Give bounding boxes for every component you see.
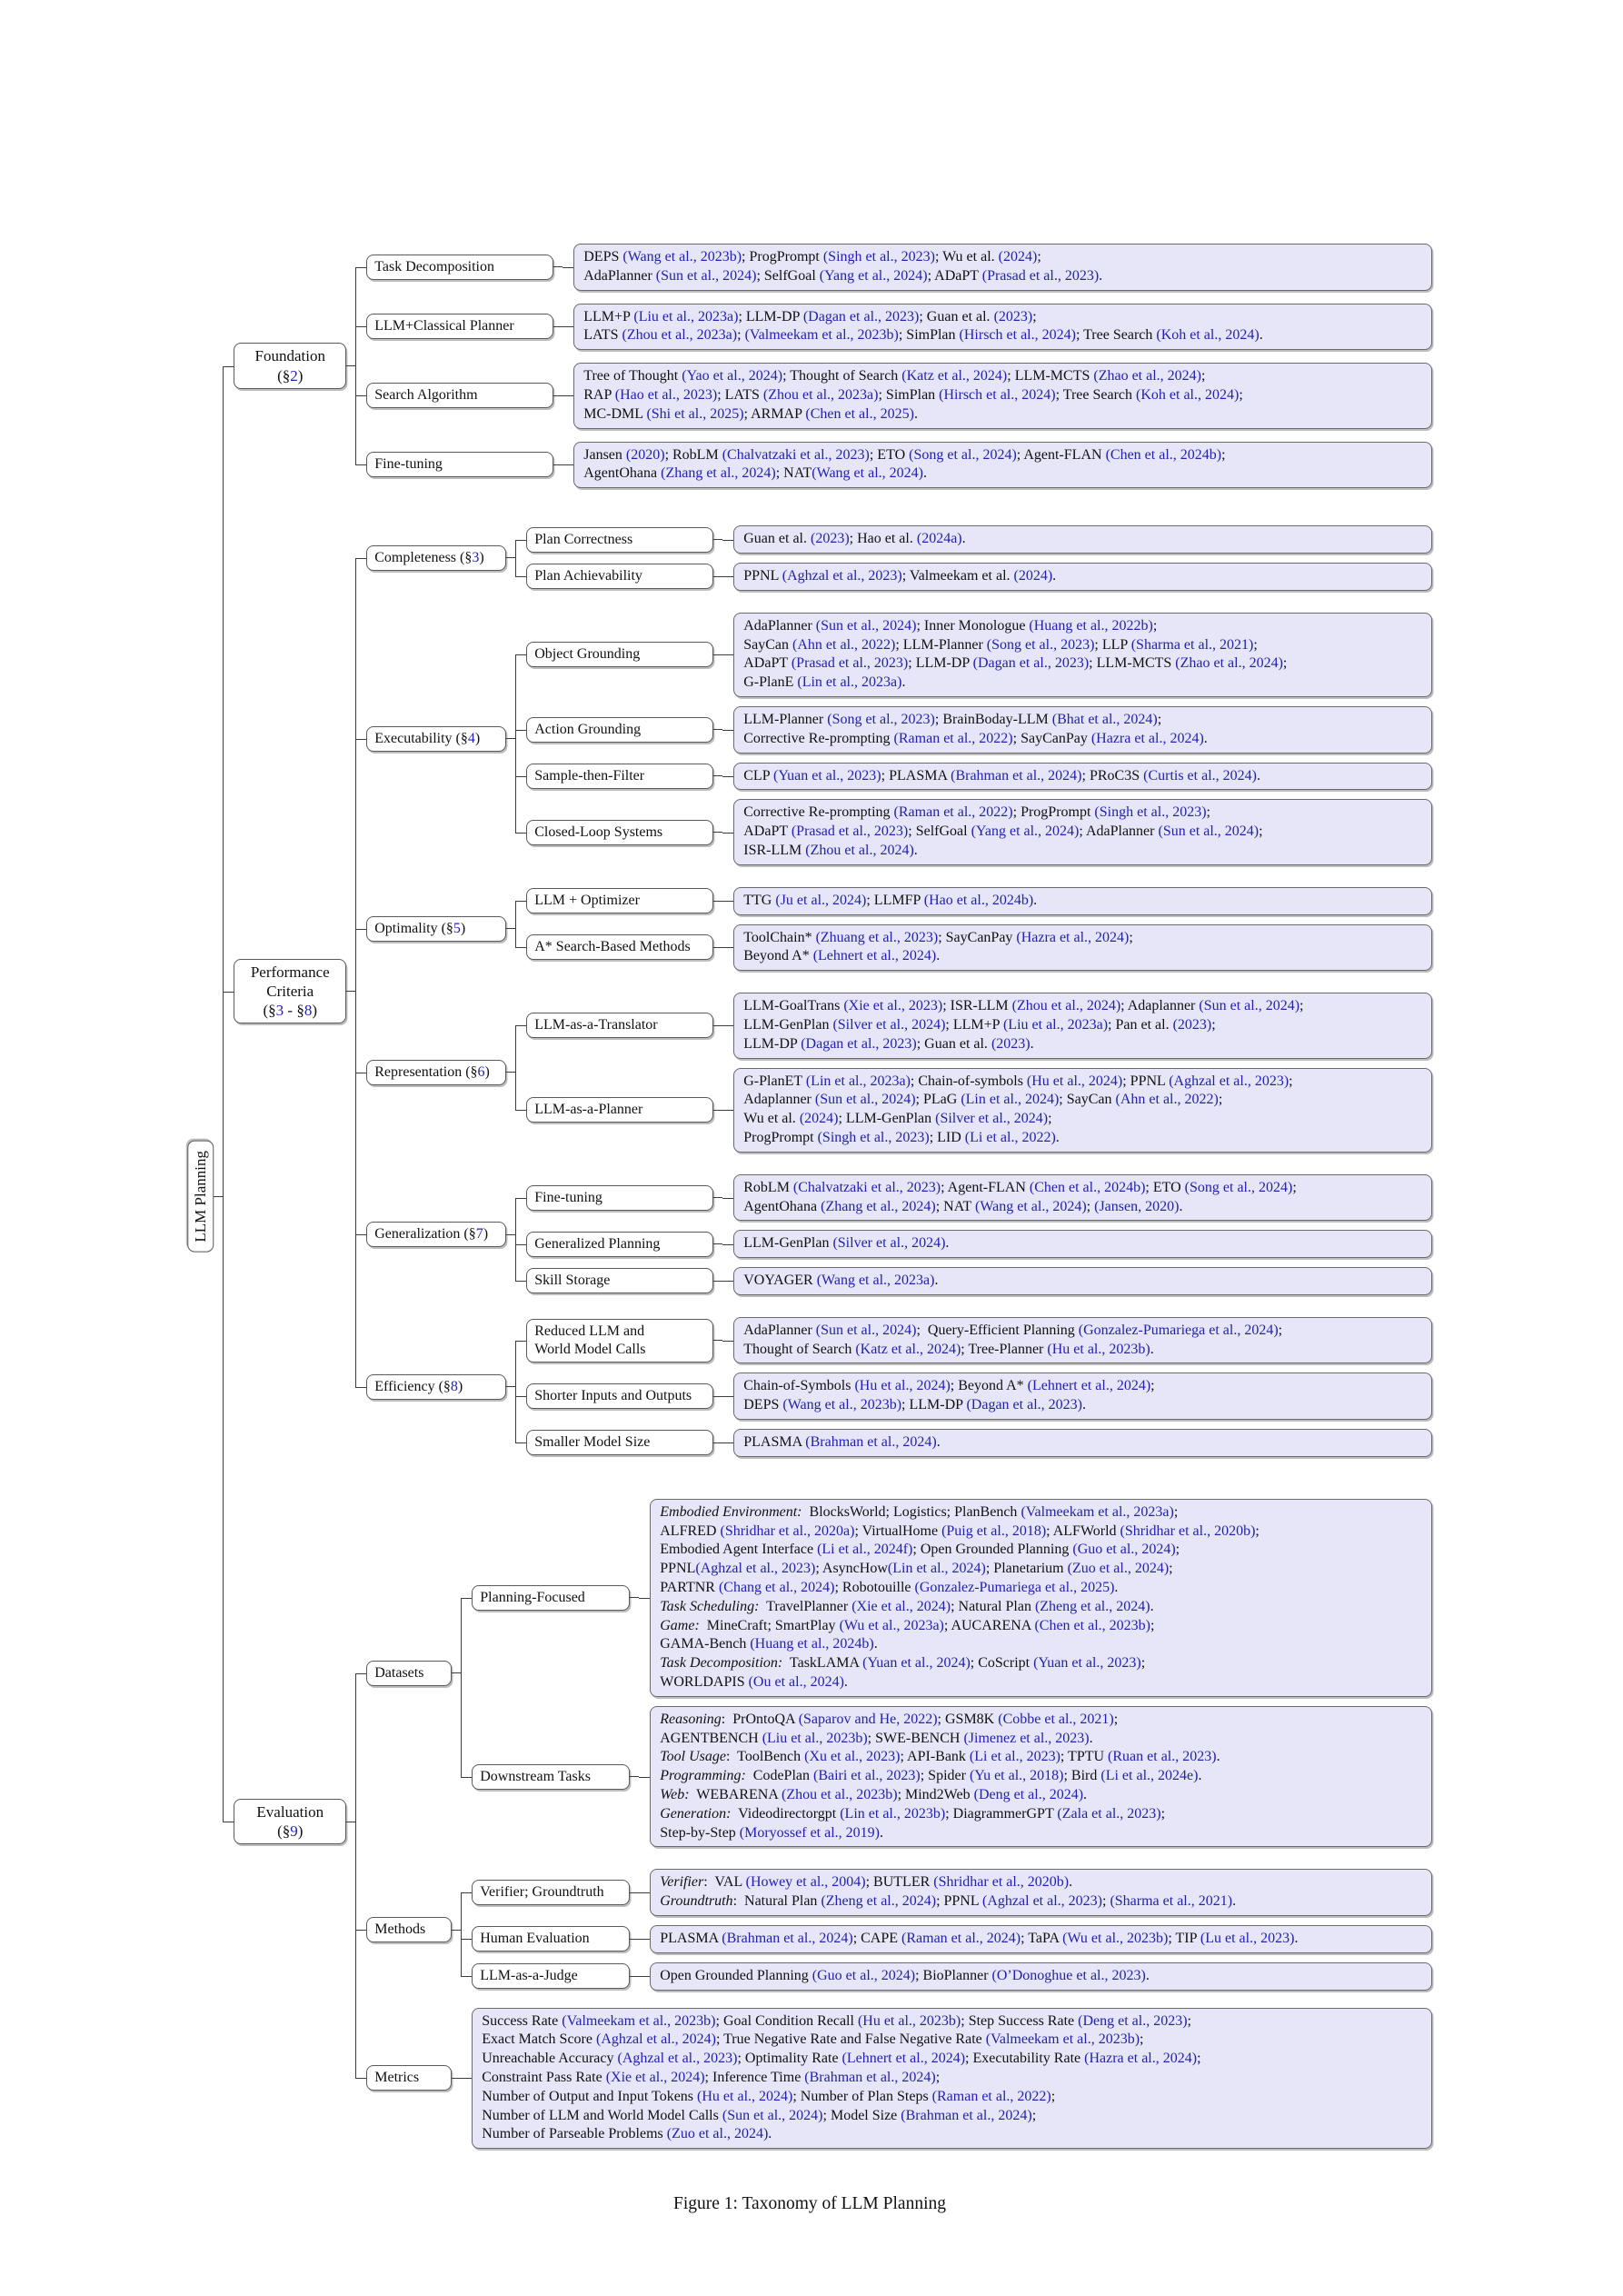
top-level-groups (223, 227, 1432, 2165)
citation-line: Number of LLM and World Model Calls (Sun et al., 2024); Model Size (Brahman et al., 2024); (482, 2107, 1037, 2123)
tree-branch (223, 1478, 1432, 2165)
citation-line: SayCan (Ahn et al., 2022); LLM-Planner (Song et al., 2023); LLP (Sharma et al., 2021); (743, 636, 1258, 653)
node-representation: Representation (§6) (366, 1060, 506, 1085)
citation-line: ProgPrompt (Singh et al., 2023); LID (Li et al., 2022). (743, 1129, 1060, 1145)
leaf-skill-storage (733, 1267, 1432, 1295)
connector (452, 1672, 461, 1673)
node-smaller-model-size: Smaller Model Size (526, 1430, 713, 1455)
connector (630, 1976, 639, 1977)
citation-line: Game: MineCraft; SmartPlay (Wu et al., 2023a); AUCARENA (Chen et al., 2023b); (660, 1617, 1155, 1633)
citation-line: DEPS (Wang et al., 2023b); LLM-DP (Dagan et al., 2023). (743, 1397, 1086, 1413)
leaf-generalized-planning (733, 1230, 1432, 1258)
connector (506, 1234, 515, 1235)
tree-branch (355, 1306, 1432, 1468)
citation-line: GAMA-Bench (Huang et al., 2024b). (660, 1636, 878, 1652)
connector (630, 1776, 639, 1777)
node-datasets: Datasets (366, 1661, 452, 1686)
citation-line: DEPS (Wang et al., 2023b); ProgPrompt (Singh et al., 2023); Wu et al. (2024); (583, 249, 1041, 265)
citation-line: Reasoning: PrOntoQA (Saparov and He, 2022); GSM8K (Cobbe et al., 2021); (660, 1711, 1119, 1727)
citation-line: Exact Match Score (Aghzal et al., 2024); True Negative Rate and False Negative Rate (Valmeekam et al., 2023b); (482, 2031, 1144, 2048)
citation-line: Chain-of-Symbols (Hu et al., 2024); Beyond A* (Lehnert et al., 2024); (743, 1378, 1155, 1394)
citation-line: ToolChain* (Zhuang et al., 2023); SayCanPay (Hazra et al., 2024); (743, 929, 1133, 945)
node-executability: Executability (§4) (366, 726, 506, 752)
node-planning-focused: Planning-Focused (472, 1585, 630, 1611)
tree-root-branch (187, 227, 1432, 2165)
citation-line: CLP (Yuan et al., 2023); PLASMA (Brahman et al., 2024); PRoC3S (Curtis et al., 2024). (743, 767, 1260, 784)
citation-line: Task Decomposition: TaskLAMA (Yuan et al., 2024); CoScript (Yuan et al., 2023); (660, 1655, 1146, 1672)
tree-branch (355, 356, 1432, 434)
branch-executability (366, 608, 1432, 870)
connector (346, 365, 355, 366)
connector (553, 266, 563, 267)
taxonomy-figure (187, 227, 1432, 2165)
leaf-action-grounding (733, 706, 1432, 754)
connector (346, 991, 355, 992)
leaf-a-star-search (733, 924, 1432, 972)
leaf-human-evaluation (650, 1925, 1432, 1953)
leaf-plan-correctness (733, 525, 1432, 554)
tree-branch (355, 1858, 1432, 2001)
connector (506, 1072, 515, 1073)
performance-sections (355, 514, 1432, 1468)
citation-line: ALFRED (Shridhar et al., 2020a); VirtualHome (Puig et al., 2018); ALFWorld (Shridhar et al., 2020b); (660, 1522, 1260, 1539)
node-generalized-planning: Generalized Planning (526, 1232, 713, 1257)
branch-evaluation (234, 1488, 1432, 2155)
citation-line: VOYAGER (Wang et al., 2023a). (743, 1273, 939, 1289)
leaf-closed-loop-systems (733, 799, 1432, 864)
citation-line: Guan et al. (2023); Hao et al. (2024a). (743, 531, 966, 547)
citation-line: Verifier: VAL (Howey et al., 2004); BUTLER (Shridhar et al., 2020b). (660, 1874, 1073, 1891)
node-shorter-inputs-outputs: Shorter Inputs and Outputs (526, 1383, 713, 1409)
citation-line: LLM-DP (Dagan et al., 2023); Guan et al. (2023). (743, 1035, 1034, 1052)
branch-methods (366, 1864, 1432, 1994)
connector (506, 1386, 515, 1387)
citation-line: AgentOhana (Zhang et al., 2024); NAT (Wang et al., 2024); (Jansen, 2020). (743, 1198, 1183, 1214)
node-llm-as-a-judge: LLM-as-a-Judge (472, 1963, 630, 1989)
citation-line: AGENTBENCH (Liu et al., 2023b); SWE-BENCH (Jimenez et al., 2023). (660, 1730, 1093, 1746)
citation-line: Step-by-Step (Moryossef et al., 2019). (660, 1824, 883, 1841)
leaf-reduced-llm-world-model-calls (733, 1317, 1432, 1364)
leaf-smaller-model-size (733, 1429, 1432, 1457)
connector (713, 1281, 722, 1282)
citation-line: Constraint Pass Rate (Xie et al., 2024); Inference Time (Brahman et al., 2024); (482, 2070, 941, 2085)
tree-branch (355, 514, 1432, 602)
leaf-shorter-inputs-outputs (733, 1373, 1432, 1420)
node-performance-criteria: Performance Criteria (§3 - §8) (234, 959, 346, 1024)
leaf-object-grounding (733, 613, 1432, 697)
connector (713, 1396, 722, 1397)
citation-line: Embodied Agent Interface (Li et al., 2024f); Open Grounded Planning (Guo et al., 2024); (660, 1542, 1180, 1558)
node-optimality: Optimality (§5) (366, 916, 506, 942)
leaf-fine-tuning-generalization (733, 1174, 1432, 1222)
tree-branch (355, 982, 1432, 1163)
leaf-sample-then-filter (733, 763, 1432, 791)
tree-branch (223, 227, 1432, 504)
branch-foundation (234, 237, 1432, 494)
tree-branch (355, 1163, 1432, 1306)
citation-line: Success Rate (Valmeekam et al., 2023b); Goal Condition Recall (Hu et al., 2023b); Step Success Rate (Deng et al., 2023); (482, 2012, 1191, 2029)
citation-line: RAP (Hao et al., 2023); LATS (Zhou et al., 2023a); SimPlan (Hirsch et al., 2024); Tree Search (Koh et al., 2024); (583, 386, 1243, 403)
citation-line: PPNL(Aghzal et al., 2023); AsyncHow(Lin et al., 2024); Planetarium (Zuo et al., 2024); (660, 1561, 1173, 1577)
branch-optimality (366, 883, 1432, 975)
connector (506, 557, 515, 558)
node-human-evaluation: Human Evaluation (472, 1926, 630, 1952)
connector (214, 1196, 223, 1197)
citation-line: Generation: Videodirectorgpt (Lin et al., 2023b); DiagrammerGPT (Zala et al., 2023); (660, 1805, 1166, 1822)
tree-branch (355, 2002, 1432, 2156)
node-downstream-tasks: Downstream Tasks (472, 1764, 630, 1790)
node-llm-classical-planner: LLM+Classical Planner (366, 314, 553, 339)
tree-branch (223, 504, 1432, 1478)
branch-generalization (366, 1170, 1432, 1300)
node-closed-loop-systems: Closed-Loop Systems (526, 820, 713, 845)
leaf-search-algorithm (573, 363, 1432, 428)
citation-line: LLM-GoalTrans (Xie et al., 2023); ISR-LLM (Zhou et al., 2024); Adaplanner (Sun et al., 2024); (743, 998, 1304, 1014)
leaf-llm-as-a-planner (733, 1068, 1432, 1153)
node-generalization: Generalization (§7) (366, 1222, 506, 1247)
citation-line: AdaPlanner (Sun et al., 2024); SelfGoal (Yang et al., 2024); ADaPT (Prasad et al., 2023). (583, 267, 1103, 284)
connector (553, 464, 563, 465)
citation-line: PARTNR (Chang et al., 2024); Robotouille (Gonzalez-Pumariega et al., 2025). (660, 1580, 1119, 1596)
connector (713, 947, 722, 948)
citation-line: Tree of Thought (Yao et al., 2024); Thought of Search (Katz et al., 2024); LLM-MCTS (Zhao et al., 2024); (583, 368, 1206, 384)
node-fine-tuning-generalization: Fine-tuning (526, 1185, 713, 1211)
citation-line: PLASMA (Brahman et al., 2024); CAPE (Raman et al., 2024); TaPA (Wu et al., 2023b); TIP (Lu et al., 2023). (660, 1931, 1299, 1947)
node-methods: Methods (366, 1917, 452, 1942)
citation-line: TTG (Ju et al., 2024); LLMFP (Hao et al., 2024b). (743, 892, 1038, 908)
tree-branch (355, 876, 1432, 982)
branch-datasets (366, 1494, 1432, 1852)
node-efficiency: Efficiency (§8) (366, 1374, 506, 1400)
citation-line: LATS (Zhou et al., 2023a); (Valmeekam et al., 2023b); SimPlan (Hirsch et al., 2024); Tree Search (Koh et al., 2024). (583, 327, 1263, 344)
citation-line: PLASMA (Brahman et al., 2024). (743, 1434, 941, 1451)
node-evaluation: Evaluation (§9) (234, 1799, 346, 1845)
node-a-star-search: A* Search-Based Methods (526, 934, 713, 960)
connector (713, 775, 722, 776)
connector (713, 1110, 722, 1111)
leaf-metrics (472, 2008, 1432, 2150)
citation-line: Number of Parseable Problems (Zuo et al., 2024). (482, 2126, 772, 2142)
citation-line: PPNL (Aghzal et al., 2023); Valmeekam et al. (2024). (743, 567, 1057, 584)
connector (553, 326, 563, 327)
connector (553, 395, 563, 396)
citation-line: LLM-GenPlan (Silver et al., 2024); LLM+P (Liu et al., 2023a); Pan et al. (2023); (743, 1016, 1216, 1033)
connector (452, 1930, 461, 1931)
connector (452, 2078, 461, 2079)
connector (713, 1340, 722, 1341)
node-object-grounding: Object Grounding (526, 642, 713, 667)
node-metrics: Metrics (366, 2065, 452, 2091)
citation-line: AdaPlanner (Sun et al., 2024); Query-Efficient Planning (Gonzalez-Pumariega et al., 2024); (743, 1322, 1283, 1338)
branch-completeness (366, 521, 1432, 595)
leaf-task-decomposition (573, 244, 1432, 291)
citation-line: ADaPT (Prasad et al., 2023); LLM-DP (Dagan et al., 2023); LLM-MCTS (Zhao et al., 2024); (743, 655, 1288, 672)
evaluation-children (355, 1488, 1432, 2155)
citation-line: RobLM (Chalvatzaki et al., 2023); Agent-FLAN (Chen et al., 2024b); ETO (Song et al., 2024); (743, 1179, 1297, 1195)
connector (506, 928, 515, 929)
leaf-verifier-groundtruth (650, 1869, 1432, 1916)
leaf-plan-achievability (733, 563, 1432, 591)
leaf-fine-tuning-foundation (573, 442, 1432, 489)
citation-line: Number of Output and Input Tokens (Hu et al., 2024); Number of Plan Steps (Raman et al., 2022); (482, 2088, 1056, 2104)
citation-line: Web: WEBARENA (Zhou et al., 2023b); Mind2Web (Deng et al., 2024). (660, 1787, 1088, 1803)
citation-line: Adaplanner (Sun et al., 2024); PLaG (Lin et al., 2024); SayCan (Ahn et al., 2022); (743, 1092, 1223, 1108)
node-plan-correctness: Plan Correctness (526, 527, 713, 553)
tree-branch (355, 297, 1432, 357)
citation-line: AdaPlanner (Sun et al., 2024); Inner Monologue (Huang et al., 2022b); (743, 617, 1158, 634)
branch-performance-criteria (234, 514, 1432, 1468)
citation-line: G-PlanE (Lin et al., 2023a). (743, 674, 906, 691)
citation-line: LLM-GenPlan (Silver et al., 2024). (743, 1235, 950, 1252)
root-node-llm-planning: LLM Planning (187, 1141, 214, 1253)
citation-line: AgentOhana (Zhang et al., 2024); NAT(Wang et al., 2024). (583, 465, 927, 482)
tree-branch (355, 602, 1432, 876)
node-skill-storage: Skill Storage (526, 1268, 713, 1293)
leaf-llm-as-a-translator (733, 993, 1432, 1058)
citation-line: Groundtruth: Natural Plan (Zheng et al., 2024); PPNL (Aghzal et al., 2023); (Sharma et al., 2021). (660, 1893, 1237, 1910)
branch-metrics (366, 2008, 1432, 2150)
branch-representation (366, 988, 1432, 1157)
connector (713, 576, 722, 577)
citation-line: Open Grounded Planning (Guo et al., 2024); BioPlanner (O’Donoghue et al., 2023). (660, 1967, 1150, 1983)
node-verifier-groundtruth: Verifier; Groundtruth (472, 1880, 630, 1905)
connector (713, 1442, 722, 1443)
citation-line: G-PlanET (Lin et al., 2023a); Chain-of-symbols (Hu et al., 2024); PPNL (Aghzal et al., 2023); (743, 1073, 1293, 1089)
citation-line: MC-DML (Shi et al., 2025); ARMAP (Chen et al., 2025). (583, 405, 918, 422)
connector (630, 1892, 639, 1893)
node-llm-as-a-translator: LLM-as-a-Translator (526, 1013, 713, 1038)
branch-efficiency (366, 1313, 1432, 1462)
node-sample-then-filter: Sample-then-Filter (526, 764, 713, 789)
connector (630, 1597, 639, 1598)
node-foundation: Foundation (§2) (234, 343, 346, 389)
citation-line: Corrective Re-prompting (Raman et al., 2022); SayCanPay (Hazra et al., 2024). (743, 730, 1208, 746)
node-completeness: Completeness (§3) (366, 545, 506, 571)
figure-caption: Figure 1: Taxonomy of LLM Planning (673, 2194, 946, 2213)
node-search-algorithm: Search Algorithm (366, 383, 553, 408)
citation-line: Programming: CodePlan (Bairi et al., 2023); Spider (Yu et al., 2018); Bird (Li et al., 2024e). (660, 1768, 1202, 1784)
leaf-downstream-tasks (650, 1706, 1432, 1848)
citation-line: ADaPT (Prasad et al., 2023); SelfGoal (Yang et al., 2024); AdaPlanner (Sun et al., 2024); (743, 824, 1263, 840)
foundation-children (355, 237, 1432, 494)
citation-line: WORLDAPIS (Ou et al., 2024). (660, 1674, 848, 1691)
citation-line: LLM-Planner (Song et al., 2023); BrainBoday-LLM (Bhat et al., 2024); (743, 711, 1162, 727)
node-fine-tuning-foundation: Fine-tuning (366, 452, 553, 477)
leaf-llm-classical-planner (573, 304, 1432, 351)
node-task-decomposition: Task Decomposition (366, 255, 553, 280)
citation-line: LLM+P (Liu et al., 2023a); LLM-DP (Dagan et al., 2023); Guan et al. (2023); (583, 308, 1037, 324)
tree-branch (355, 1488, 1432, 1859)
connector (713, 901, 722, 902)
node-plan-achievability: Plan Achievability (526, 564, 713, 589)
leaf-planning-focused (650, 1499, 1432, 1697)
citation-line: Task Scheduling: TravelPlanner (Xie et al., 2024); Natural Plan (Zheng et al., 2024). (660, 1598, 1154, 1614)
citation-line: Embodied Environment: BlocksWorld; Logistics; PlanBench (Valmeekam et al., 2023a); (660, 1503, 1179, 1520)
connector (713, 539, 722, 540)
leaf-llm-as-a-judge (650, 1962, 1432, 1991)
citation-line: ISR-LLM (Zhou et al., 2024). (743, 842, 918, 858)
tree-branch (355, 435, 1432, 495)
node-llm-as-a-planner: LLM-as-a-Planner (526, 1097, 713, 1123)
citation-line: Thought of Search (Katz et al., 2024); Tree-Planner (Hu et al., 2023b). (743, 1341, 1154, 1357)
node-llm-optimizer: LLM + Optimizer (526, 888, 713, 913)
connector (630, 1939, 639, 1940)
node-action-grounding: Action Grounding (526, 717, 713, 743)
leaf-llm-optimizer (733, 887, 1432, 915)
connector (713, 832, 722, 833)
connector (713, 729, 722, 730)
citation-line: Unreachable Accuracy (Aghzal et al., 2023); Optimality Rate (Lehnert et al., 2024); Executability Rate (Hazra et al., 2024); (482, 2051, 1201, 2067)
citation-line: Beyond A* (Lehnert et al., 2024). (743, 948, 941, 964)
citation-line: Jansen (2020); RobLM (Chalvatzaki et al., 2023); ETO (Song et al., 2024); Agent-FLAN (Chen et al., 2024b); (583, 446, 1226, 463)
caption-wrap (187, 2171, 1432, 2214)
connector (713, 1197, 722, 1198)
connector (713, 1025, 722, 1026)
connector (713, 1243, 722, 1244)
tree-branch (355, 237, 1432, 297)
connector (713, 654, 722, 655)
node-reduced-llm-world-model-calls: Reduced LLM and World Model Calls (526, 1319, 713, 1363)
citation-line: Corrective Re-prompting (Raman et al., 2022); ProgPrompt (Singh et al., 2023); (743, 804, 1210, 821)
citation-line: Tool Usage: ToolBench (Xu et al., 2023); API-Bank (Li et al., 2023); TPTU (Ruan et al., 2023). (660, 1749, 1220, 1765)
connector (506, 738, 515, 739)
citation-line: Wu et al. (2024); LLM-GenPlan (Silver et al., 2024); (743, 1111, 1052, 1127)
